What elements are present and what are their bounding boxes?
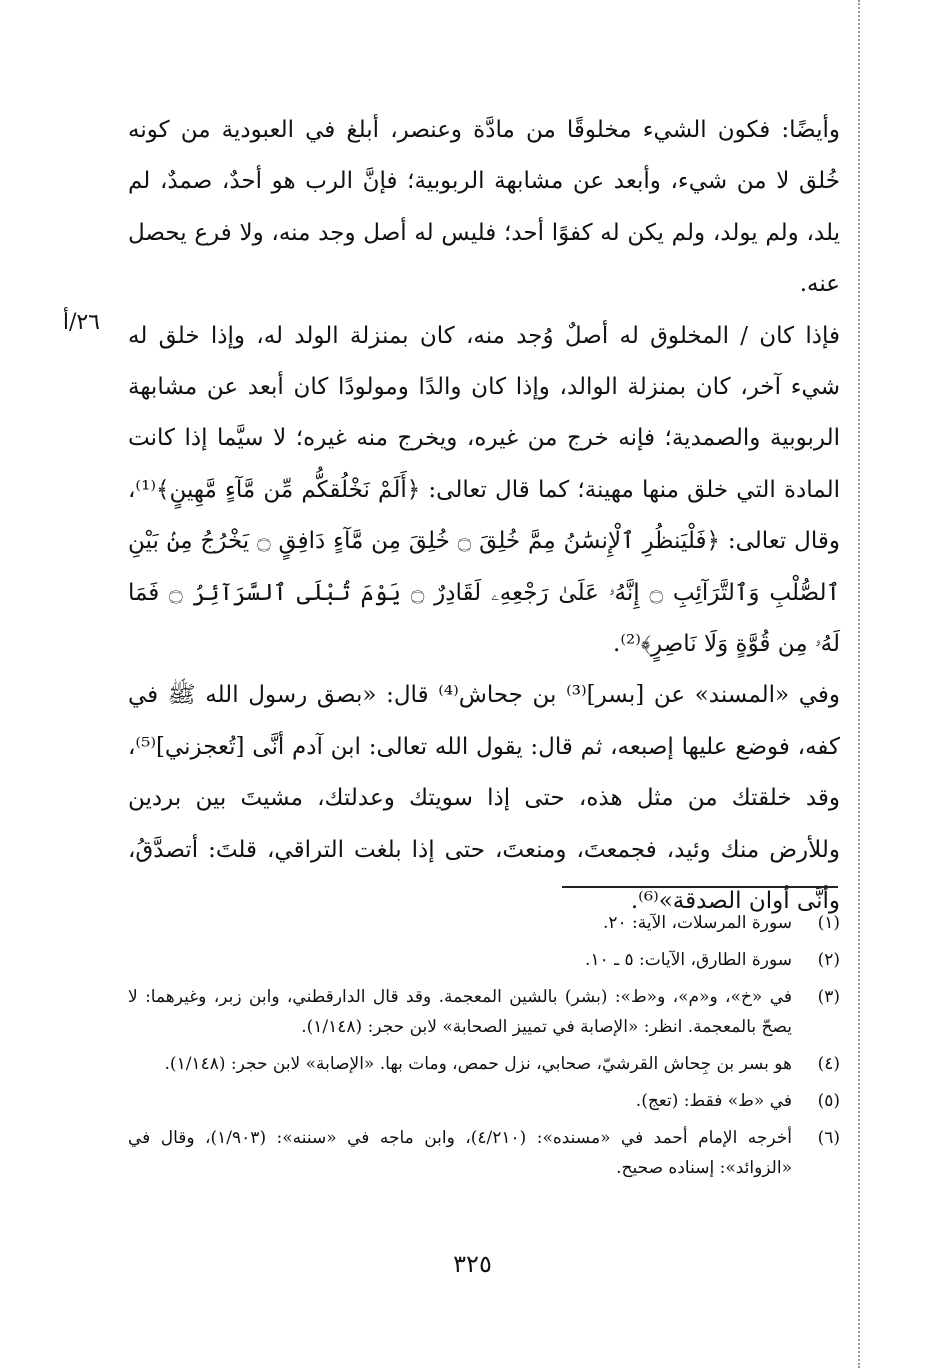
footnote	[128, 1049, 840, 1079]
footnote	[128, 908, 840, 938]
footnote-text: أخرجه الإمام أحمد في «مسنده»: (٤/٢١٠)، وابن ماجه في «سننه»: (١/٩٠٣)، وقال في «الزوائد»: إسناده صحيح.	[128, 1128, 792, 1178]
binding-dotted-line	[858, 0, 860, 1368]
footnote-text: سورة الطارق، الآيات: ٥ ـ ١٠.	[585, 950, 792, 970]
manuscript-folio-note: ٢٦/أ	[62, 310, 100, 335]
footnote-number: (١)	[817, 913, 840, 933]
footnote	[128, 1086, 840, 1116]
footnotes	[128, 908, 840, 1190]
footnote-number: (٦)	[817, 1128, 840, 1148]
footnote-text: هو بسر بن جِحاش القرشيّ، صحابي، نزل حمص، ومات بها. «الإصابة» لابن حجر: (١/١٤٨).	[164, 1054, 792, 1074]
paragraph: وأيضًا: فكون الشيء مخلوقًا من مادَّة وعنصر، أبلغ في العبودية من كونه خُلق لا من شيء، وأبعد عن مشابهة الربوبية؛ فإنَّ الرب هو أحدٌ، صمدٌ، لم يلد، ولم يولد، ولم يكن له كفوًا أحد؛ فليس له أصل وجد منه، ولا فرع يحصل عنه.	[128, 117, 840, 298]
footnote-number: (٢)	[817, 950, 840, 970]
footnote-number: (٣)	[817, 987, 840, 1007]
footnote	[128, 1123, 840, 1183]
paragraph: فإذا كان / المخلوق له أصلٌ وُجد منه، كان بمنزلة الولد له، وإذا خلق له شيء آخر، كان بمنزلة الوالد، وإذا كان والدًا ومولودًا كان أبعد عن مشابهة الربوبية والصمدية؛ فإنه خرج من غيره، ويخرج منه غيره؛ لا سيَّما إذا كانت المادة التي خلق منها مهينة؛ كما قال تعالى: ﴿أَلَمْ نَخْلُقكُّم مِّن مَّآءٍ مَّهِينٍ﴾⁽¹⁾، وقال تعالى: ﴿فَلْيَنظُرِ ٱلْإِنسَٰنُ مِمَّ خُلِقَ ۝ خُلِقَ مِن مَّآءٍ دَافِقٍ ۝ يَخْرُجُ مِنۢ بَيْنِ ٱلصُّلْبِ وَٱلتَّرَآئِبِ ۝ إِنَّهُۥ عَلَىٰ رَجْعِهِۦ لَقَادِرٌ ۝ يَوْمَ تُبْلَى ٱلسَّرَآئِرُ ۝ فَمَا لَهُۥ مِن قُوَّةٍ وَلَا نَاصِرٍ﴾⁽²⁾.	[128, 322, 840, 658]
footnote-separator	[562, 886, 838, 888]
footnote-number: (٥)	[817, 1091, 840, 1111]
footnote-number: (٤)	[817, 1054, 840, 1074]
footnote	[128, 945, 840, 975]
page-number: ٣٢٥	[453, 1250, 492, 1278]
footnote	[128, 982, 840, 1042]
main-text	[128, 105, 840, 928]
paragraph: وفي «المسند» عن [بسر]⁽³⁾ بن جحاش⁽⁴⁾ قال: «بصق رسول الله ﷺ في كفه، فوضع عليها إصبعه، ثم قال: يقول الله تعالى: ابن آدم أنَّى [تُعجزني]⁽⁵⁾، وقد خلقتك من مثل هذه، حتى إذا سويتك وعدلتك، مشيتَ بين بردين وللأرض منك وئيد، فجمعتَ، ومنعتَ، حتى إذا بلغت التراقي، قلتَ: أتصدَّقُ، وأنَّى أوان الصدقة»⁽⁶⁾.	[128, 682, 841, 915]
footnote-text: في «خ»، و«م»، و«ط»: (بشر) بالشين المعجمة. وقد قال الدارقطني، وابن زبر، وغيرهما: لا يصحّ بالمعجمة. انظر: «الإصابة في تمييز الصحابة» لابن حجر: (١/١٤٨).	[128, 987, 792, 1037]
footnote-text: في «ط» فقط: (تعج).	[635, 1091, 792, 1111]
footnote-text: سورة المرسلات، الآية: ٢٠.	[602, 913, 792, 933]
